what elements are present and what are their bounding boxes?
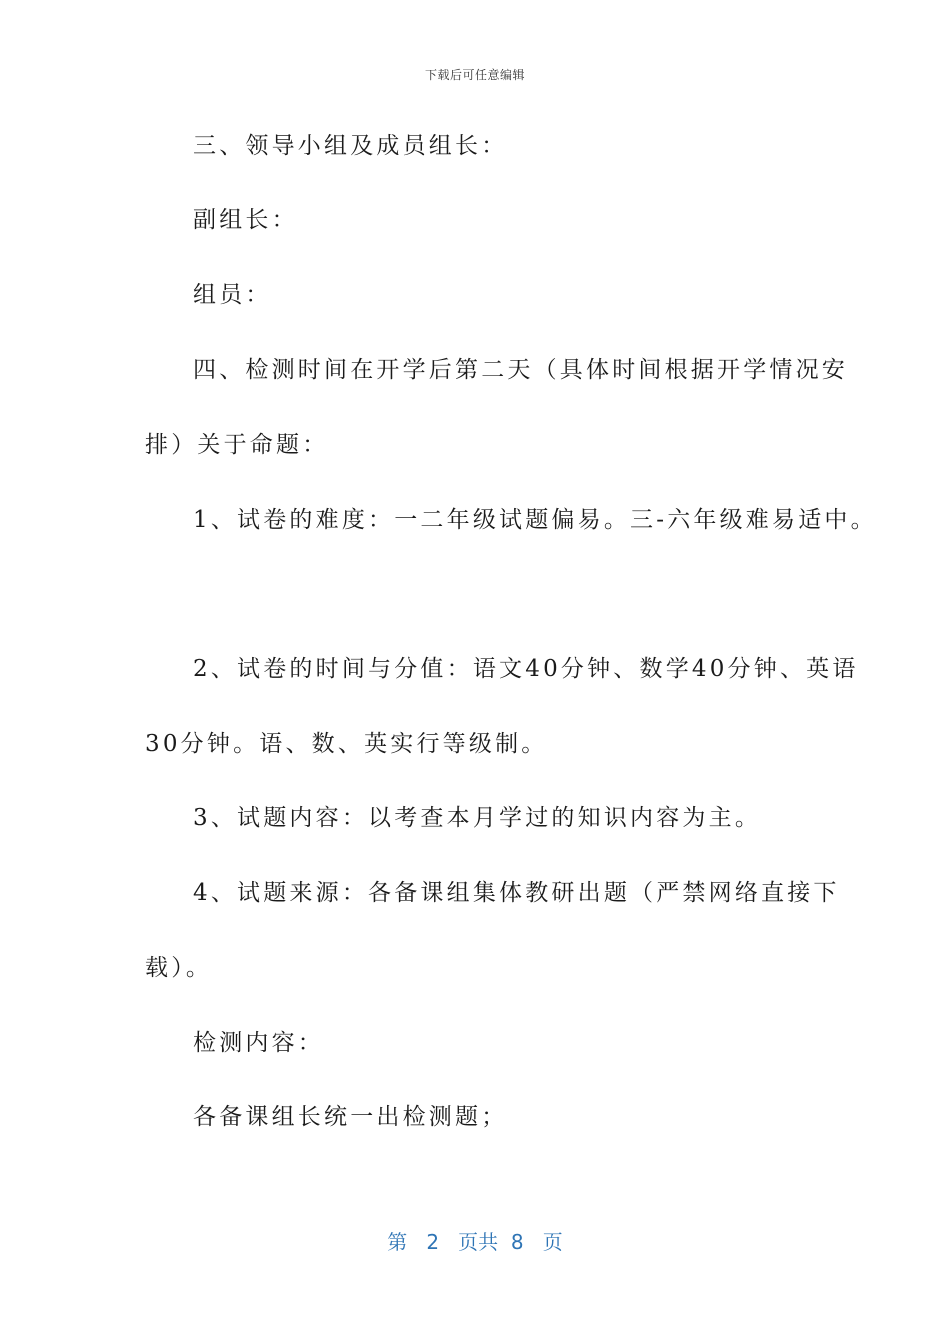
page-label-prefix: 第 [387,1230,408,1254]
item-duration-scoring: 2、试卷的时间与分值：语文40分钟、数学40分钟、英语 [193,656,859,682]
members-line: 组员： [193,282,272,308]
page-current: 2 [426,1230,440,1254]
page-footer [0,1226,950,1255]
test-content-line: 各备课组长统一出检测题； [193,1104,508,1130]
section-test-time-line: 四、检测时间在开学后第二天（具体时间根据开学情况安 [193,357,848,383]
page-label-suffix: 页 [542,1230,563,1254]
item-duration-scoring-continuation: 30分钟。语、数、英实行等级制。 [145,731,548,757]
section-leadership-heading: 三、领导小组及成员组长： [193,133,508,159]
section-test-time-continuation: 排）关于命题： [145,432,329,458]
item-difficulty: 1、试卷的难度：一二年级试题偏易。三-六年级难易适中。 [193,507,877,533]
page-total: 8 [510,1230,524,1254]
deputy-leader-line: 副组长： [193,207,298,233]
test-content-heading: 检测内容： [193,1030,324,1056]
header-note: 下载后可任意编辑 [424,68,525,82]
item-source: 4、试题来源：各备课组集体教研出题（严禁网络直接下 [193,880,840,906]
page-label-mid: 页共 [458,1230,499,1254]
item-source-continuation: 载）。 [145,955,213,981]
item-content: 3、试题内容：以考查本月学过的知识内容为主。 [193,805,762,831]
